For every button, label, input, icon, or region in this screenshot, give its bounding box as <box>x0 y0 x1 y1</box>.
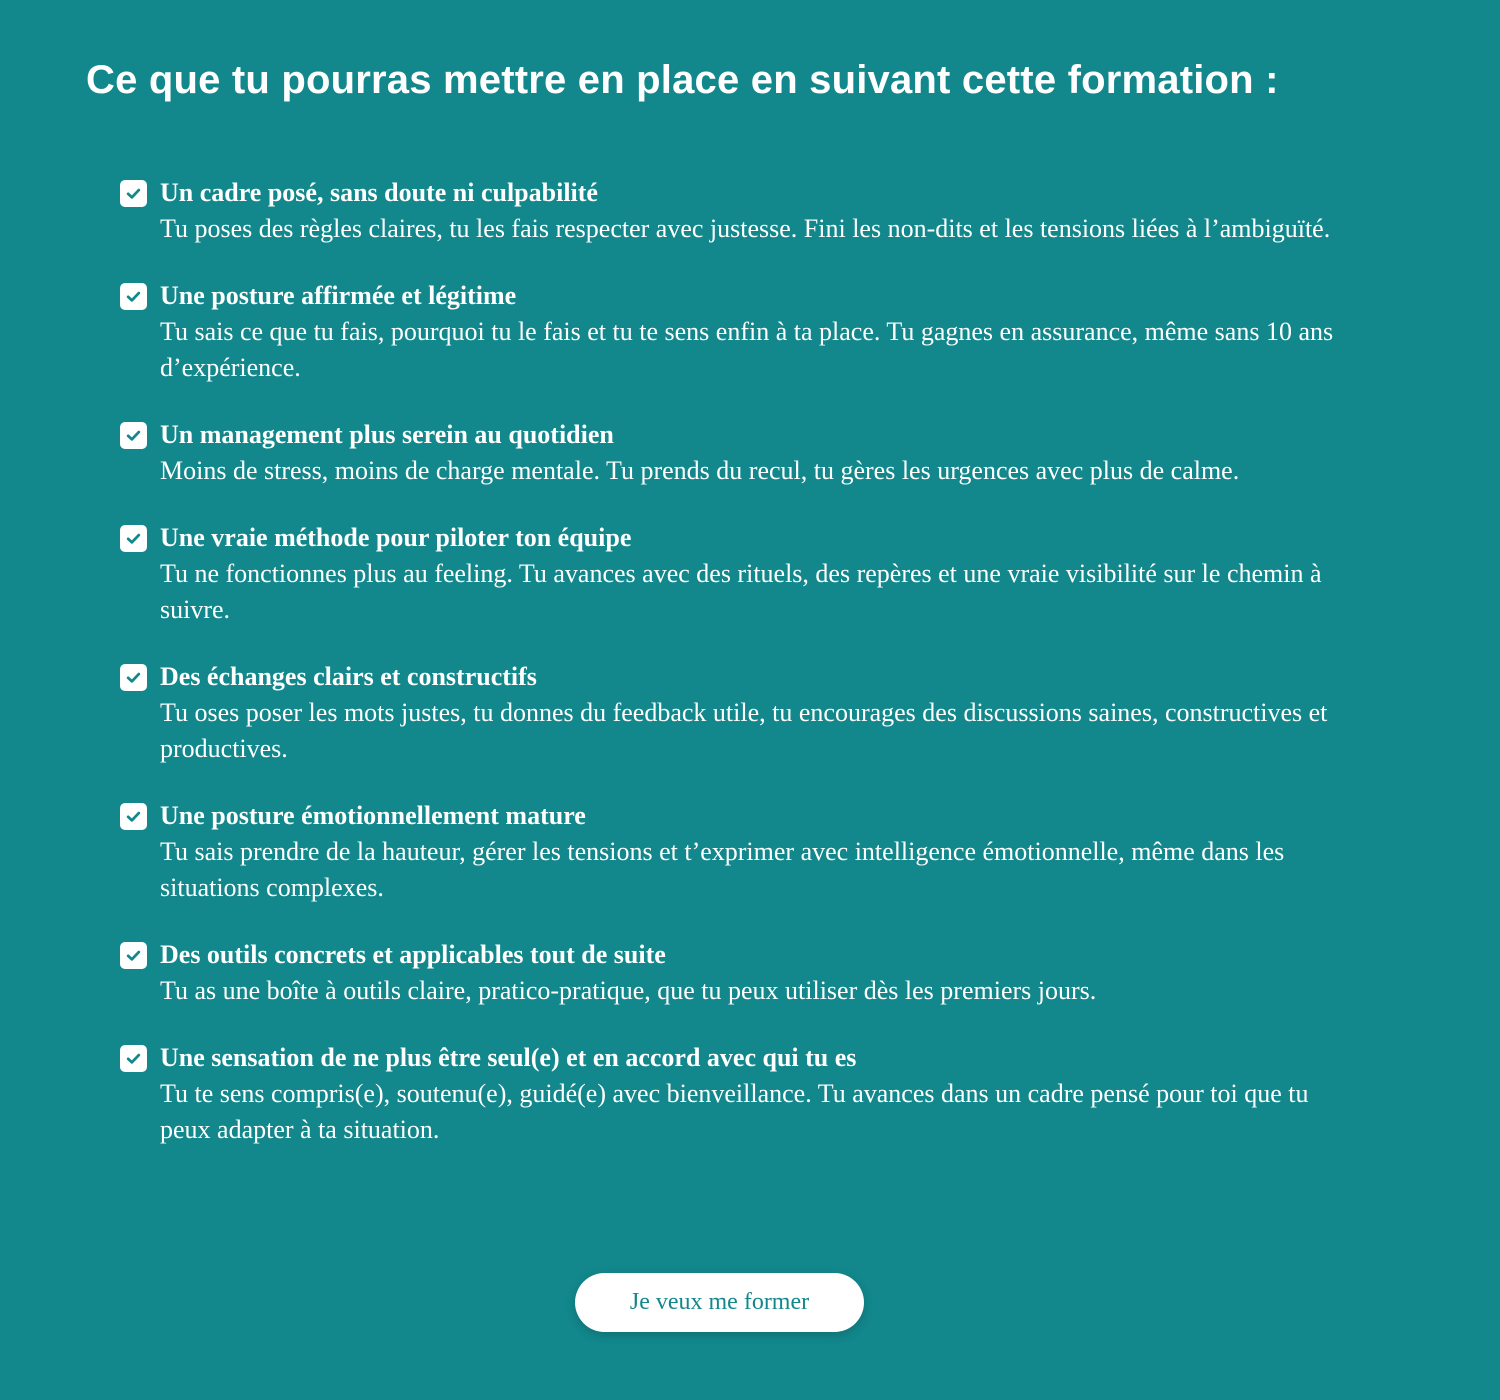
checkbox-checked-icon <box>120 283 147 310</box>
checkbox-checked-icon <box>120 525 147 552</box>
benefit-description: Tu as une boîte à outils claire, pratico-pratique, que tu peux utiliser dès les premiers jours. <box>160 976 1097 1005</box>
page-title: Ce que tu pourras mettre en place en suivant cette formation : <box>86 58 1279 102</box>
benefit-item-6 <box>120 799 1360 906</box>
benefit-description: Moins de stress, moins de charge mentale. Tu prends du recul, tu gères les urgences avec plus de calme. <box>160 456 1240 485</box>
benefit-item-4 <box>120 521 1360 628</box>
benefit-item-8 <box>120 1041 1360 1148</box>
benefit-item-1 <box>120 176 1360 247</box>
benefit-description: Tu sais ce que tu fais, pourquoi tu le fais et tu te sens enfin à ta place. Tu gagnes en assurance, même sans 10 ans d’expérience. <box>160 317 1334 382</box>
benefit-title: Des échanges clairs et constructifs <box>160 662 537 691</box>
benefit-description: Tu poses des règles claires, tu les fais respecter avec justesse. Fini les non-dits et les tensions liées à l’ambiguïté. <box>160 214 1331 243</box>
benefit-title: Une posture affirmée et légitime <box>160 281 517 310</box>
checkbox-checked-icon <box>120 422 147 449</box>
checkbox-checked-icon <box>120 1045 147 1072</box>
benefit-item-5 <box>120 660 1360 767</box>
benefit-title: Une vraie méthode pour piloter ton équipe <box>160 523 632 552</box>
benefit-title: Une sensation de ne plus être seul(e) et en accord avec qui tu es <box>160 1043 857 1072</box>
checkbox-checked-icon <box>120 803 147 830</box>
benefit-item-2 <box>120 279 1360 386</box>
benefit-item-3 <box>120 418 1360 489</box>
cta-button[interactable]: Je veux me former <box>575 1273 864 1332</box>
checkbox-checked-icon <box>120 942 147 969</box>
benefit-description: Tu te sens compris(e), soutenu(e), guidé(e) avec bienveillance. Tu avances dans un cadre pensé pour toi que tu peux adapter à ta situation. <box>160 1079 1309 1144</box>
benefit-description: Tu ne fonctionnes plus au feeling. Tu avances avec des rituels, des repères et une vraie visibilité sur le chemin à suivre. <box>160 559 1322 624</box>
benefits-list <box>120 176 1360 1180</box>
checkbox-checked-icon <box>120 664 147 691</box>
benefit-title: Une posture émotionnellement mature <box>160 801 586 830</box>
benefit-title: Des outils concrets et applicables tout de suite <box>160 940 666 969</box>
benefit-item-7 <box>120 938 1360 1009</box>
checkbox-checked-icon <box>120 180 147 207</box>
benefit-description: Tu oses poser les mots justes, tu donnes du feedback utile, tu encourages des discussions saines, constructives et productives. <box>160 698 1328 763</box>
benefit-title: Un management plus serein au quotidien <box>160 420 614 449</box>
benefit-title: Un cadre posé, sans doute ni culpabilité <box>160 178 598 207</box>
benefit-description: Tu sais prendre de la hauteur, gérer les tensions et t’exprimer avec intelligence émotionnelle, même dans les situations complexes. <box>160 837 1285 902</box>
